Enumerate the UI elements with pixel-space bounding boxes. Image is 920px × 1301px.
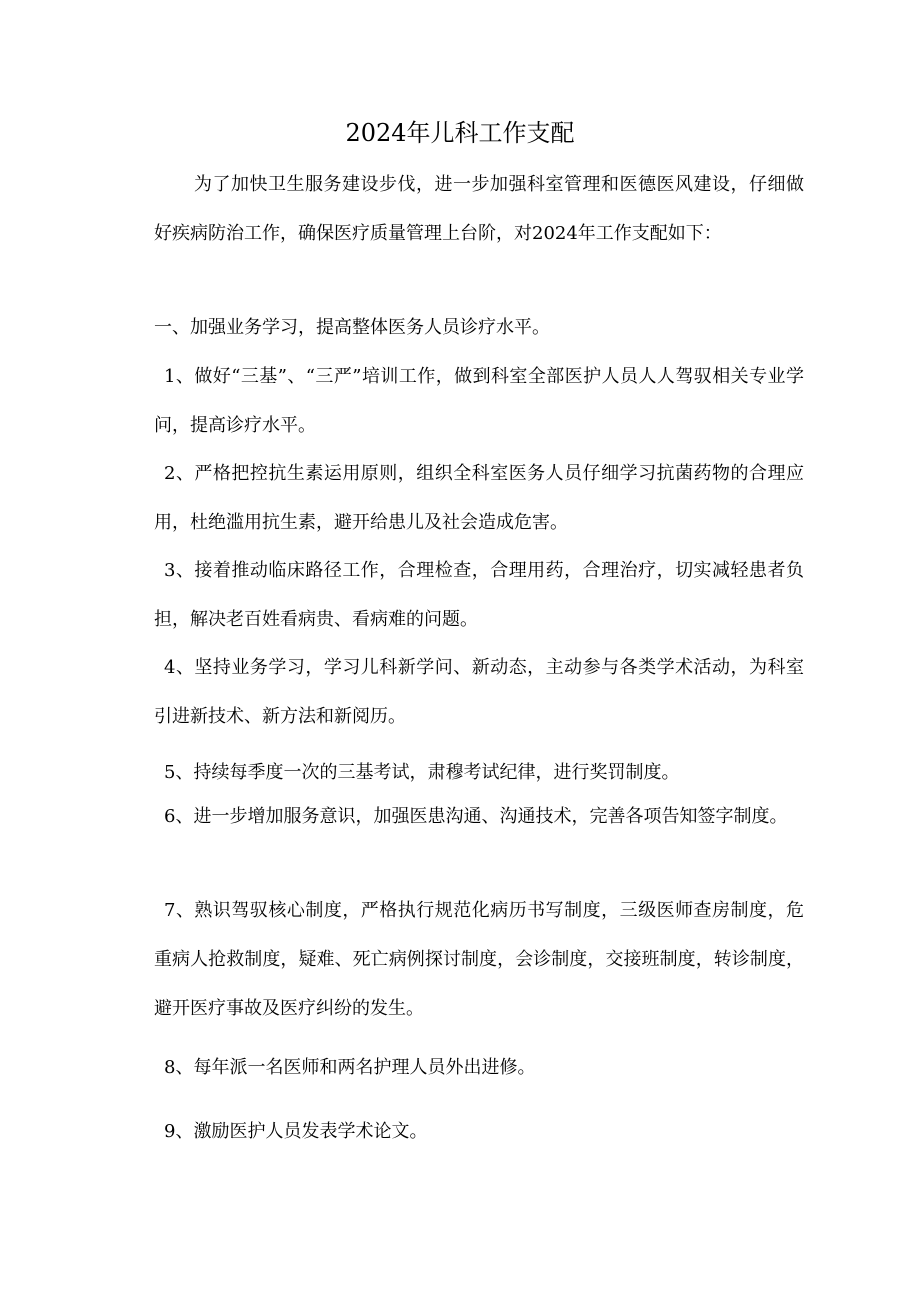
list-item-5: 5、持续每季度一次的三基考试，肃穆考试纪律，进行奖罚制度。	[164, 762, 680, 783]
section-heading: 一、加强业务学习，提高整体医务人员诊疗水平。	[154, 317, 550, 338]
list-item-6: 6、进一步增加服务意识，加强医患沟通、沟通技术，完善各项告知签字制度。	[164, 806, 788, 827]
intro-paragraph: 为了加快卫生服务建设步伐，进一步加强科室管理和医德医风建设，仔细做好疾病防治工作，确保医疗质量管理上台阶，对2024年工作支配如下：	[154, 174, 804, 244]
list-item-1: 1、做好“三基”、“三严”培训工作，做到科室全部医护人员人人驾驭相关专业学问，提高诊疗水平。	[154, 366, 804, 436]
list-item-8: 8、每年派一名医师和两名护理人员外出进修。	[164, 1057, 536, 1078]
list-item-3: 3、接着推动临床路径工作，合理检查，合理用药，合理治疗，切实减轻患者负担，解决老百姓看病贵、看病难的问题。	[154, 560, 804, 630]
list-item-9: 9、激励医护人员发表学术论文。	[164, 1121, 428, 1142]
list-item-7: 7、熟识驾驭核心制度，严格执行规范化病历书写制度，三级医师查房制度，危重病人抢救制度，疑难、死亡病例探讨制度，会诊制度，交接班制度，转诊制度，避开医疗事故及医疗纠纷的发生。	[154, 900, 804, 1019]
list-item-2: 2、严格把控抗生素运用原则，组织全科室医务人员仔细学习抗菌药物的合理应用，杜绝滥用抗生素，避开给患儿及社会造成危害。	[154, 463, 804, 533]
list-item-4: 4、坚持业务学习，学习儿科新学问、新动态，主动参与各类学术活动，为科室引进新技术、新方法和新阅历。	[154, 657, 804, 727]
document-title: 2024年儿科工作支配	[345, 119, 575, 147]
